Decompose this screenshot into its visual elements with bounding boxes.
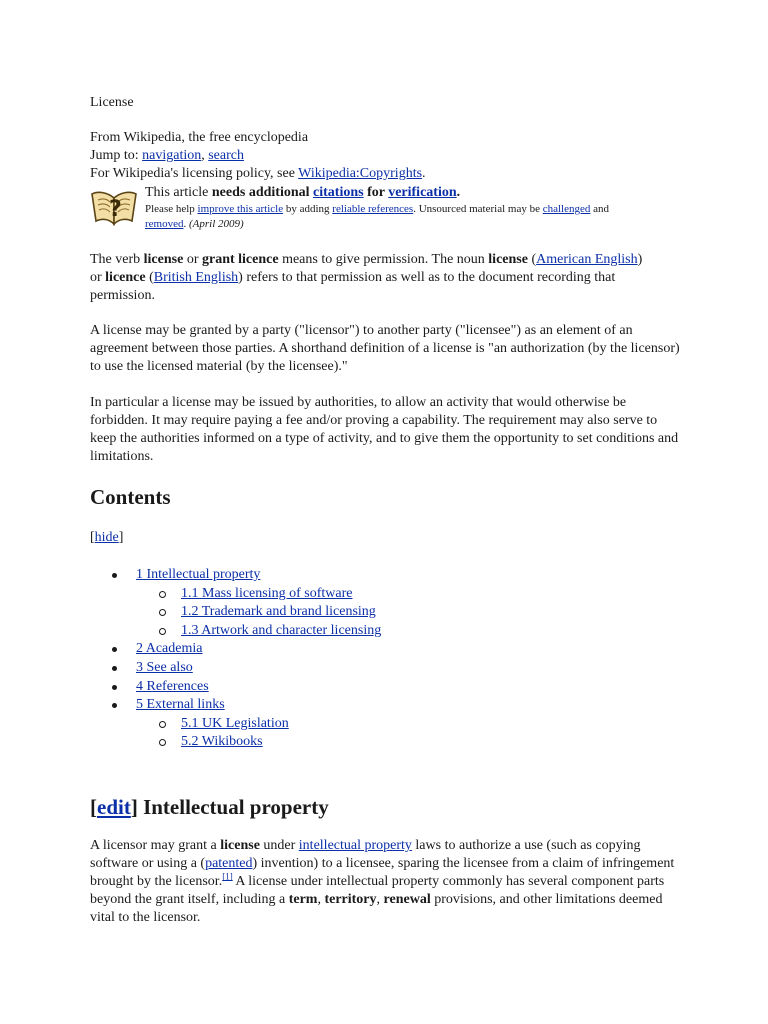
patented-link[interactable]: patented xyxy=(205,856,253,871)
page-title: License xyxy=(90,95,134,110)
bullet-icon xyxy=(112,647,117,652)
circle-bullet-icon xyxy=(159,591,166,598)
toc-link[interactable]: 1 Intellectual property xyxy=(136,567,261,582)
toc-item xyxy=(90,733,690,752)
intro-paragraph-2: A license may be granted by a party ("licensor") to another party ("licensee") as an element of an agreement between those parties. A shorthand definition of a license is "an authorization (by the licensor) to use the licensed material (by the licensee)." xyxy=(90,323,680,374)
removed-link[interactable]: removed xyxy=(145,218,184,230)
bullet-icon xyxy=(112,573,117,578)
circle-bullet-icon xyxy=(159,739,166,746)
challenged-link[interactable]: challenged xyxy=(542,203,591,215)
toc-item xyxy=(90,585,690,604)
toc-link[interactable]: 4 References xyxy=(136,678,209,694)
toc-item xyxy=(90,715,690,734)
verification-link[interactable]: verification xyxy=(388,185,457,200)
improve-article-link[interactable]: improve this article xyxy=(197,203,284,215)
circle-bullet-icon xyxy=(159,721,166,728)
policy-hatnote: For Wikipedia's licensing policy, see Wikipedia:Copyrights. xyxy=(90,166,426,181)
toc-item xyxy=(90,603,690,622)
intellectual-property-link[interactable]: intellectual property xyxy=(298,838,412,853)
toc-toggle: [hide] xyxy=(90,530,124,545)
contents-heading: Contents xyxy=(90,485,171,509)
section-heading-intellectual-property: [edit] Intellectual property xyxy=(90,795,329,819)
toc-item xyxy=(90,659,690,678)
toc-item xyxy=(90,622,690,641)
citation-notice xyxy=(90,184,690,232)
article-meta xyxy=(90,129,426,183)
reference-1-link[interactable]: [1] xyxy=(222,871,233,882)
circle-bullet-icon xyxy=(159,609,166,616)
jump-search-link[interactable]: search xyxy=(208,148,244,163)
circle-bullet-icon xyxy=(159,628,166,635)
svg-text:?: ? xyxy=(109,197,122,222)
notice-headline: This article needs additional citations for verification. xyxy=(145,185,461,200)
notice-date: (April 2009) xyxy=(188,218,244,230)
toc-link[interactable]: 5.1 UK Legislation xyxy=(181,715,289,731)
site-subtitle: From Wikipedia, the free encyclopedia xyxy=(90,130,309,145)
wikipedia-copyrights-link[interactable]: Wikipedia:Copyrights xyxy=(298,166,423,181)
bullet-icon xyxy=(112,703,117,708)
book-icon xyxy=(90,188,138,226)
toc-link[interactable]: 3 See also xyxy=(136,659,193,675)
toc-item xyxy=(90,640,690,659)
toc-link[interactable]: 5.2 Wikibooks xyxy=(181,734,263,750)
edit-section-link[interactable]: edit xyxy=(97,795,131,819)
toc-link[interactable]: 5 External links xyxy=(136,697,225,713)
toc-hide-link[interactable]: hide xyxy=(94,530,119,545)
intro-paragraph-3: In particular a license may be issued by authorities, to allow an activity that would otherwise be forbidden. It may require paying a fee and/or proving a capability. The requirement may also serve to keep the authorities informed on a type of activity, and to give them the opportunity to set conditions and limitations. xyxy=(90,395,679,464)
jump-links: Jump to: navigation, search xyxy=(90,148,244,163)
american-english-link[interactable]: American English xyxy=(536,252,638,267)
citations-link[interactable]: citations xyxy=(313,185,364,200)
intellectual-property-paragraph: A licensor may grant a license under intellectual property laws to authorize a use (such as copying software or using a (patented) invention) to a licensee, sparing the licensee from a claim of infringement brought by the licensor.[1] A license under intellectual property commonly has several component parts beyond the grant itself, including a term, territory, renewal provisions, and other limitations deemed vital to the licensor. xyxy=(90,838,675,925)
toc-item xyxy=(90,696,690,715)
bullet-icon xyxy=(112,666,117,671)
toc-item xyxy=(90,566,690,585)
jump-navigation-link[interactable]: navigation xyxy=(142,148,202,163)
toc-item xyxy=(90,678,690,697)
british-english-link[interactable]: British English xyxy=(153,270,239,285)
toc-link[interactable]: 1.2 Trademark and brand licensing xyxy=(181,604,376,620)
toc-link[interactable]: 1.3 Artwork and character licensing xyxy=(181,622,382,638)
table-of-contents xyxy=(90,566,690,752)
reliable-references-link[interactable]: reliable references xyxy=(332,203,414,215)
intro-paragraph-1: The verb license or grant licence means to give permission. The noun license (American English) or licence (British English) refers to that permission as well as to the document recording that permission. xyxy=(90,252,643,303)
toc-link[interactable]: 2 Academia xyxy=(136,641,203,657)
bullet-icon xyxy=(112,685,117,690)
toc-link[interactable]: 1.1 Mass licensing of software xyxy=(181,585,353,601)
notice-details: Please help improve this article by adding reliable references. Unsourced material may be challenged and removed. (April 2009) xyxy=(145,203,610,230)
